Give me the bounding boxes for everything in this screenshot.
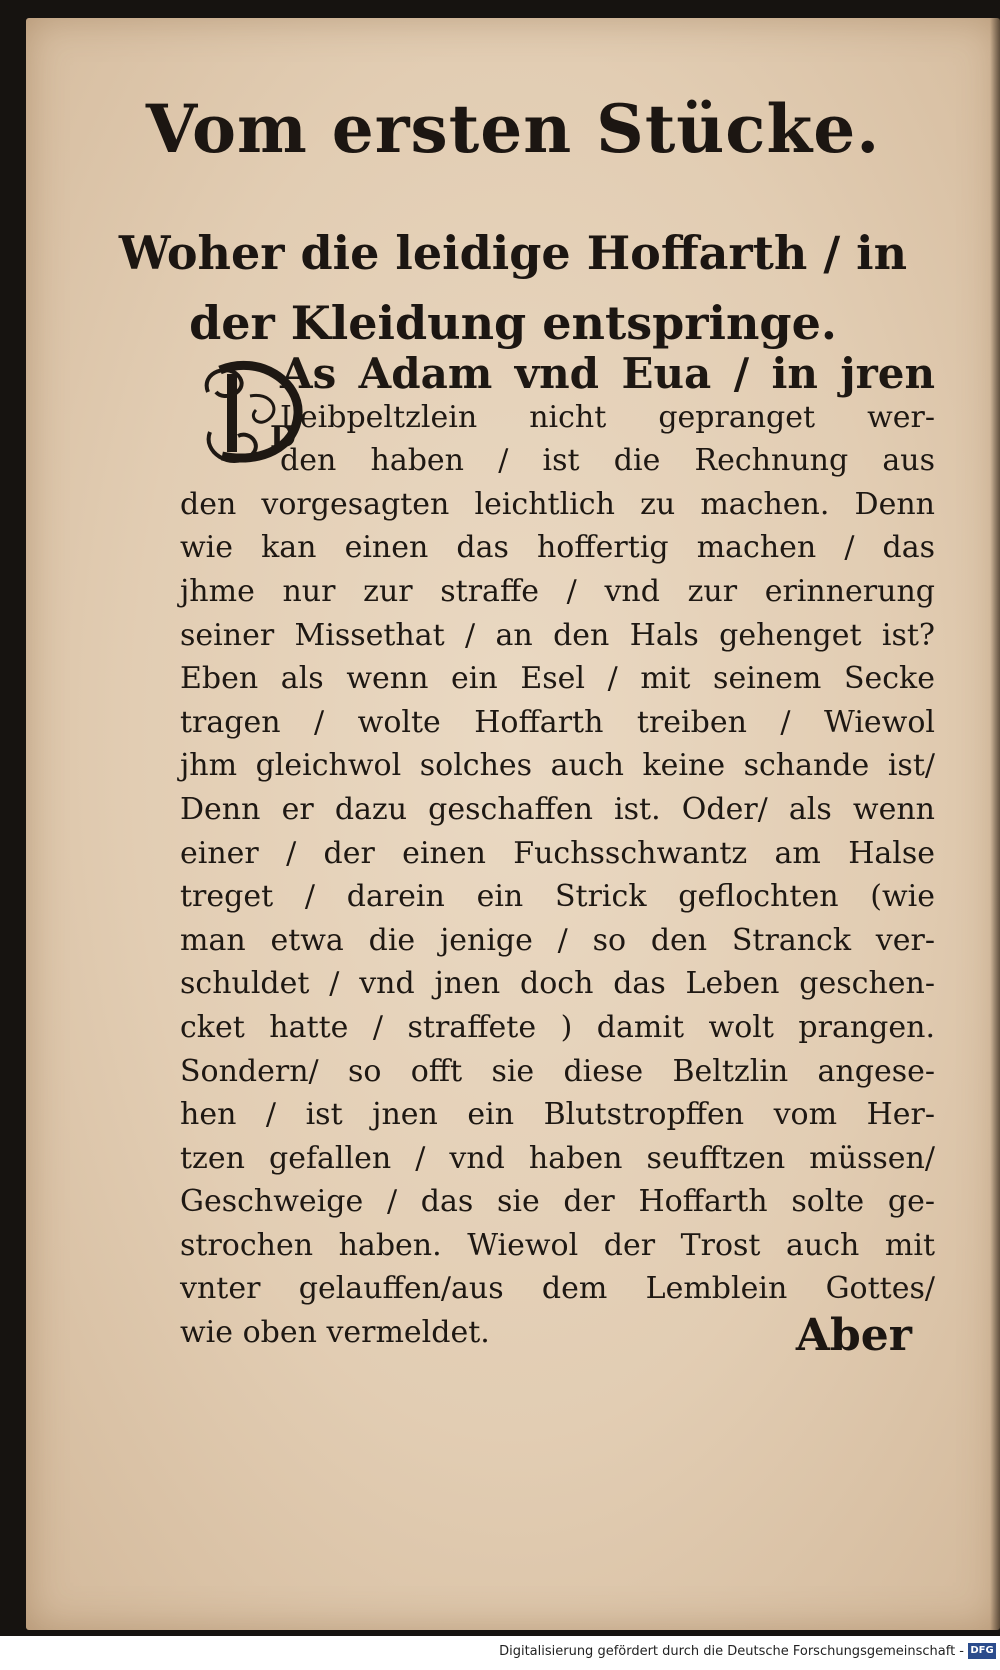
text-line-4: den vorgesagten leichtlich zu machen. Denn [180,486,935,522]
text-line-10: jhm gleichwol solches auch keine schande ist/ [180,748,935,784]
page-title: Vom ersten Stücke. [145,90,881,168]
chapter-heading-line-2: der Kleidung entspringe. [189,296,837,350]
dfg-logo-icon: DFG [968,1643,996,1659]
chapter-heading-line-1: Woher die leidige Hoffarth / in [118,226,908,280]
text-line-23: wie oben vermeldet. [180,1315,490,1351]
text-line-12: einer / der einen Fuchsschwantz am Halse [180,835,935,871]
text-line-20: Geschweige / das sie der Hoffarth solte ge- [180,1184,935,1220]
text-line-3: den haben / ist die Rechnung aus [280,443,935,479]
chapter-heading [26,218,1000,358]
body-paragraph [180,349,935,1355]
text-line-17: Sondern/ so offt sie diese Beltzlin angese- [180,1053,935,1089]
text-line-8: Eben als wenn ein Esel / mit seinem Secke [180,661,935,697]
catchword: Aber [795,1310,912,1361]
text-line-2: Leibpeltzlein nicht gepranget wer- [280,399,935,435]
text-line-18: hen / ist jnen ein Blutstropffen vom Her- [180,1097,935,1133]
text-line-11: Denn er dazu geschaffen ist. Oder/ als wenn [180,791,935,827]
text-line-7: seiner Missethat / an den Hals gehenget ist? [180,617,935,653]
text-line-6: jhme nur zur straffe / vnd zur erinnerung [180,573,935,609]
text-line-1: As Adam vnd Eua / in jren [280,349,935,398]
text-line-5: wie kan einen das hoffertig machen / das [180,530,935,566]
text-line-9: tragen / wolte Hoffarth treiben / Wiewol [180,704,935,740]
funding-credit: Digitalisierung gefördert durch die Deutsche Forschungsgemeinschaft - [499,1644,964,1659]
footer-bar [0,1636,1000,1670]
text-line-13: treget / darein ein Strick geflochten (wie [180,879,935,915]
text-line-14: man etwa die jenige / so den Stranck ver- [180,922,935,958]
text-line-15: schuldet / vnd jnen doch das Leben geschen- [180,966,935,1002]
text-line-16: cket hatte / straffete ) damit wolt prangen. [180,1009,935,1045]
text-line-19: tzen gefallen / vnd haben seufftzen müssen/ [180,1140,935,1176]
text-line-22: vnter gelauffen/aus dem Lemblein Gottes/ [180,1271,935,1307]
initial-letter: D [270,420,297,455]
text-line-21: strochen haben. Wiewol der Trost auch mit [180,1227,935,1263]
